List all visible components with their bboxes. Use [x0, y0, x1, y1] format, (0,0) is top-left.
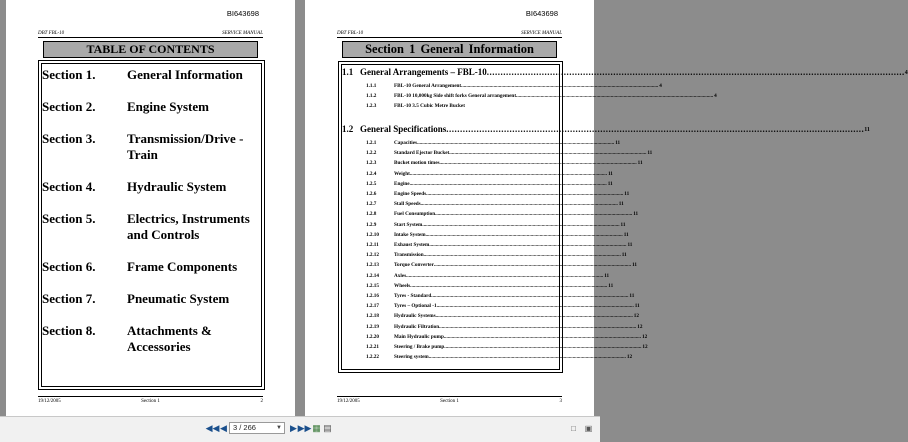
row-label: Capacities [394, 140, 418, 146]
footer-date: 19/12/2005 [38, 399, 61, 404]
header-manual: SERVICE MANUAL [521, 31, 562, 36]
row-number: 1.2.16 [366, 293, 379, 299]
page-number-input[interactable]: 3 / 266 ▼ [229, 422, 285, 434]
row-label: Tyres - Standard [394, 293, 432, 299]
toc-section-number: Section 6. [42, 259, 96, 274]
section-banner: Section 1 General Information [342, 41, 557, 58]
row-number: 1.2.9 [366, 221, 377, 228]
row-number: 1.2.13 [366, 262, 379, 269]
toc-section-number: Section 7. [42, 291, 96, 306]
row-label: Transmission [394, 252, 424, 259]
row-number: 1.2.3 [366, 160, 377, 167]
row-label: Standard Ejector Bucket [394, 150, 450, 157]
toc-section-title: Attachments & Accessories [127, 323, 212, 354]
contents-row[interactable]: 1.1.2 FBL-10 10,000kg Side shift forks General arrangement ........................................................................................................................................................ 4 [366, 93, 717, 100]
fullscreen-icon[interactable]: ▣ [584, 424, 593, 433]
row-number: 1.2.17 [366, 303, 379, 310]
row-number: 1.2.20 [366, 333, 379, 340]
toc-section-number: Section 2. [42, 99, 96, 114]
toc-frame [38, 60, 265, 390]
contents-row[interactable]: 1.2.8 Fuel Consumption ........................................................................................................................................................ 11 [366, 211, 639, 218]
row-page: 12 [626, 354, 633, 361]
running-header [38, 31, 263, 38]
toc-section-number: Section 3. [42, 131, 96, 146]
row-page: 11 [624, 191, 630, 197]
contents-row[interactable]: 1.2.7 Stall Speeds ........................................................................................................................................................ 11 [366, 201, 624, 208]
row-page: 12 [637, 323, 643, 330]
row-label: Intake System [394, 231, 426, 238]
contents-row[interactable]: 1.2.19 Hydraulic Filtration ........................................................................................................................................................ 12 [366, 323, 643, 330]
toc-section-title: Engine System [127, 99, 209, 114]
contents-row[interactable]: 1.2.14 Axles ........................................................................................................................................................ 11 [366, 272, 610, 279]
row-page: 12 [642, 333, 648, 340]
subsection-number: 1.1 [342, 67, 354, 77]
row-page: 11 [615, 140, 621, 146]
row-label: Main Hydraulic pump [394, 333, 444, 340]
footer-section: Section 1 [141, 399, 160, 404]
row-number: 1.2.19 [366, 323, 379, 330]
row-number: 1.1.2 [366, 93, 377, 100]
row-label: Engine Speeds [394, 191, 427, 197]
toc-section-title: Transmission/Drive - Train [127, 131, 244, 162]
row-page: 12 [642, 344, 648, 350]
row-page: 11 [629, 293, 635, 299]
document-id: BI643698 [226, 9, 259, 18]
contents-row[interactable]: 1.2.2 Standard Ejector Bucket ........................................................................................................................................................ 11 [366, 150, 653, 157]
row-label: FBL-10 3.5 Cubic Metre Bucket [394, 103, 465, 110]
contents-row[interactable]: 1.2.11 Exhaust System ........................................................................................................................................................ 11 [366, 242, 633, 248]
row-page: 11 [627, 242, 633, 248]
row-number: 1.2.21 [366, 344, 379, 350]
contents-row[interactable]: 1.2.16 Tyres - Standard ........................................................................................................................................................ 11 [366, 293, 635, 299]
contents-row[interactable]: 1.2.15 Wheels ........................................................................................................................................................ 11 [366, 282, 614, 289]
page-footer [337, 396, 562, 404]
row-number: 1.2.5 [366, 180, 377, 187]
viewer-toolbar [0, 416, 600, 442]
contents-row[interactable]: 1.2.13 Torque Converter ........................................................................................................................................................ 11 [366, 262, 637, 269]
first-page-icon[interactable]: ◀◀ [205, 423, 220, 433]
row-page: 11 [637, 160, 643, 167]
row-page: 11 [647, 150, 653, 157]
row-number: 1.2.1 [366, 140, 377, 146]
row-label: FBL-10 10,000kg Side shift forks General arrangement [394, 93, 517, 100]
row-label: Bucket motion times [394, 160, 440, 167]
contents-row[interactable]: 1.2.4 Weight ........................................................................................................................................................ 11 [366, 170, 613, 177]
row-label: Hydraulic Systems [394, 313, 436, 320]
row-number: 1.2.3 [366, 103, 377, 110]
contents-row[interactable]: 1.2.12 Transmission ........................................................................................................................................................ 11 [366, 252, 627, 259]
row-page: 4 [659, 83, 662, 89]
page-footer [38, 396, 263, 404]
contents-row[interactable]: 1.2.5 Engine ........................................................................................................................................................ 11 [366, 180, 613, 187]
row-page: 11 [604, 272, 610, 279]
contents-row[interactable]: 1.1.1 FBL-10 General Arrangement ........................................................................................................................................................ 4 [366, 83, 662, 89]
row-label: FBL-10 General Arrangement [394, 83, 462, 89]
row-page: 11 [607, 180, 613, 187]
row-number: 1.2.7 [366, 201, 377, 208]
subsection-page: 4 [904, 70, 908, 76]
row-number: 1.2.18 [366, 313, 379, 320]
previous-page-icon[interactable]: ◀ [220, 423, 227, 433]
left-page [6, 0, 295, 417]
toc-section-number: Section 8. [42, 323, 96, 338]
fit-width-icon[interactable]: ▤ [323, 423, 332, 433]
row-page: 11 [633, 211, 639, 218]
contents-row[interactable]: 1.2.10 Intake System ........................................................................................................................................................ 11 [366, 231, 629, 238]
document-id: BI643698 [525, 9, 558, 18]
row-number: 1.2.2 [366, 150, 377, 157]
row-page: 11 [607, 170, 613, 177]
right-page [305, 0, 908, 417]
row-label: Engine [394, 180, 410, 187]
row-number: 1.2.4 [366, 170, 377, 177]
row-page: 11 [608, 282, 614, 289]
toc-banner: TABLE OF CONTENTS [43, 41, 258, 58]
footer-section: Section 1 [440, 399, 459, 404]
row-number: 1.2.12 [366, 252, 379, 259]
footer-date: 19/12/2005 [337, 399, 360, 404]
toc-section-title: Hydraulic System [127, 179, 227, 194]
contents-row[interactable] [366, 103, 556, 110]
header-manual: SERVICE MANUAL [222, 31, 263, 36]
subsection-number: 1.2 [342, 124, 354, 134]
two-page-view-icon[interactable]: ▦ [312, 423, 321, 433]
contents-row[interactable]: 1.2.1 Capacities ........................................................................................................................................................ 11 [366, 140, 621, 146]
contents-row[interactable]: 1.2.21 Steering / Brake pump ........................................................................................................................................................ 12 [366, 344, 648, 350]
toc-section-title: Pneumatic System [127, 291, 230, 306]
header-model: DBT FBL-10 [337, 31, 364, 36]
next-page-icon[interactable]: ▶ [290, 423, 297, 433]
chevron-down-icon[interactable]: ▼ [276, 425, 282, 431]
toc-section-title: Frame Components [127, 259, 238, 274]
running-header [337, 31, 562, 38]
row-label: Stall Speeds [394, 201, 421, 208]
row-number: 1.1.1 [366, 83, 377, 89]
row-number: 1.2.8 [366, 211, 377, 218]
row-number: 1.2.10 [366, 231, 379, 238]
row-page: 4 [714, 93, 717, 100]
header-model: DBT FBL-10 [38, 31, 65, 36]
row-number: 1.2.11 [366, 242, 379, 248]
contents-row[interactable]: 1.2.18 Hydraulic Systems ........................................................................................................................................................ 12 [366, 313, 639, 320]
last-page-icon[interactable]: ▶▶ [297, 423, 312, 433]
subsection-title: General Specifications [360, 124, 447, 134]
contents-row[interactable]: 1.2.17 Tyres – Optional -1 ........................................................................................................................................................ 11 [366, 303, 640, 310]
toc-section-title: Electrics, Instruments and Controls [127, 211, 250, 242]
contents-row[interactable]: 1.2.22 Steering system ........................................................................................................................................................ 12 [366, 354, 633, 361]
row-label: Wheels [394, 282, 411, 289]
row-page: 11 [634, 303, 640, 310]
row-number: 1.2.22 [366, 354, 379, 361]
contents-row[interactable]: 1.2.20 Main Hydraulic pump ........................................................................................................................................................ 12 [366, 333, 648, 340]
row-label: Steering / Brake pump [394, 344, 445, 350]
toc-section-title: General Information [127, 67, 243, 82]
row-label: Axles [394, 272, 407, 279]
row-label: Hydraulic Filtration [394, 323, 440, 330]
toc-section-number: Section 4. [42, 179, 96, 194]
row-page: 11 [620, 221, 626, 228]
contents-row[interactable]: 1.2.9 Start System ........................................................................................................................................................ 11 [366, 221, 626, 228]
row-label: Torque Converter [394, 262, 434, 269]
row-number: 1.2.14 [366, 272, 379, 279]
row-page: 11 [621, 252, 627, 259]
row-page: 11 [632, 262, 637, 269]
row-label: Exhaust System [394, 242, 430, 248]
footer-page-number: 2 [260, 399, 263, 404]
row-number: 1.2.6 [366, 191, 377, 197]
subsection-title: General Arrangements – FBL-10 [360, 67, 487, 77]
row-page: 11 [623, 231, 629, 238]
row-label: Fuel Consumption [394, 211, 436, 218]
row-label: Steering system [394, 354, 429, 361]
single-page-view-icon[interactable]: □ [571, 424, 576, 433]
footer-page-number: 3 [559, 399, 562, 404]
row-page: 12 [633, 313, 639, 320]
row-number: 1.2.15 [366, 282, 379, 289]
row-label: Weight [394, 170, 410, 177]
contents-row[interactable]: 1.2.3 Bucket motion times ........................................................................................................................................................ 11 [366, 160, 643, 167]
subsection-page: 11 [864, 127, 870, 133]
row-label: Tyres – Optional -1 [394, 303, 437, 310]
contents-row[interactable]: 1.2.6 Engine Speeds ........................................................................................................................................................ 11 [366, 191, 630, 197]
row-page: 11 [618, 201, 624, 208]
row-label: Start System [394, 221, 423, 228]
toc-section-number: Section 5. [42, 211, 96, 226]
toc-section-number: Section 1. [42, 67, 96, 82]
section-contents-frame: 1.1 General Arrangements – FBL-10 ........................................................................................................................................................ 4 1.1.1 FBL-10 General Arrangement ........................................................................................................................................................ 4 1.1.2 FBL-10 10,000kg Side shift forks General arrangement ........................................................................................................................................................ 4 1.2.3 FBL-10 3.5 Cubic Metre Bucket 1.2 General Specifications ........................................................................................................................................................ 11 1.2.1 Capacities ........................................................................................................................................................ 11 1.2.2 Standard Ejector Bucket ........................................................................................................................................................ 11 1.2.3 Bucket motion times ........................................................................................................................................................ 11 1.2.4 Weight ........................................................................................................................................................ 11 1.2.5 Engine ........................................................................................................................................................ 11 1.2.6 Engine Speeds ........................................................................................................................................................ 11 1.2.7 Stall Speeds ........................................................................................................................................................ 11 1.2.8 Fuel Consumption ........................................................................................................................................................ 11 1.2.9 Start System ........................................................................................................................................................ 11 1.2.10 Intake System ........................................................................................................................................................ 11 1.2.11 Exhaust System ........................................................................................................................................................ 11 1.2.12 Transmission ........................................................................................................................................................ 11 1.2.13 Torque Converter ........................................................................................................................................................ 11 1.2.14 Axles ........................................................................................................................................................ 11 1.2.15 Wheels ........................................................................................................................................................ 11 1.2.16 Tyres - Standard ........................................................................................................................................................ 11 1.2.17 Tyres – Optional -1 ........................................................................................................................................................ 11 1.2.18 Hydraulic Systems ........................................................................................................................................................ 12 1.2.19 Hydraulic Filtration ........................................................................................................................................................ 12 1.2.20 Main Hydraulic pump ........................................................................................................................................................ 12 1.2.21 Steering / Brake pump ........................................................................................................................................................ 12 1.2.22 Steering system ........................................................................................................................................................ 12 [338, 61, 563, 373]
